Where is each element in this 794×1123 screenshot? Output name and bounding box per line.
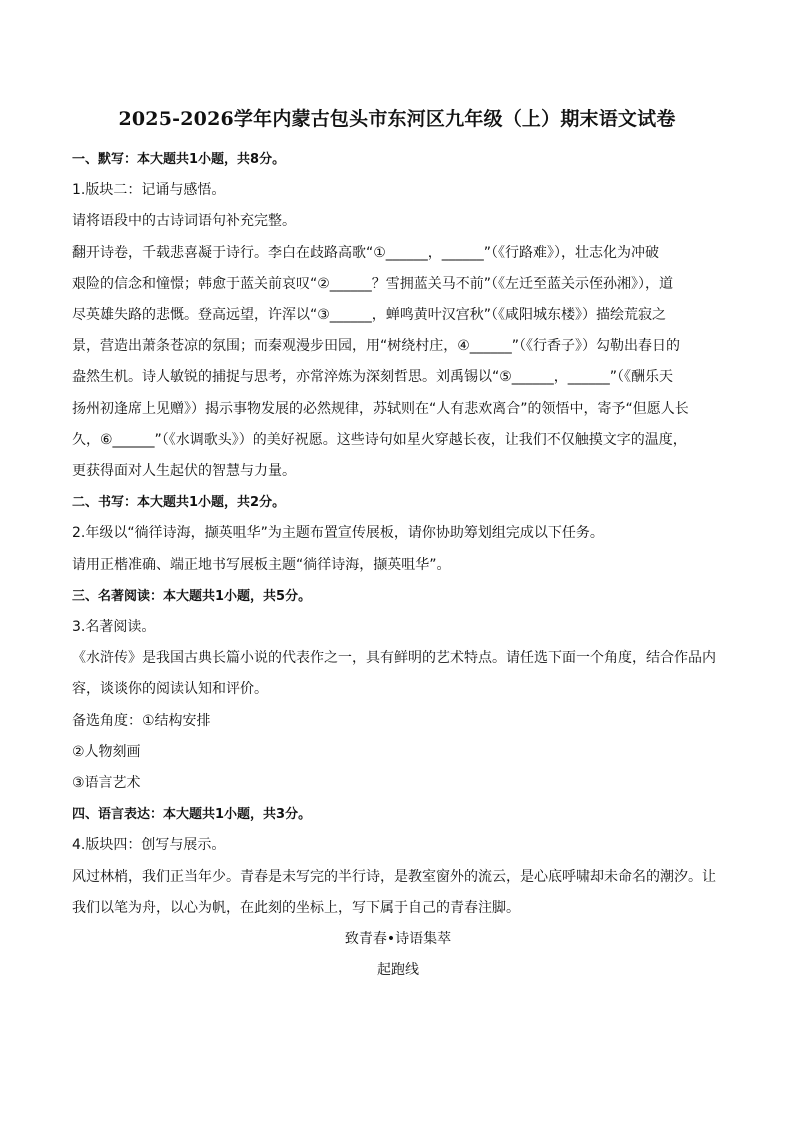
- section-4-heading: 四、语言表达：本大题共1小题，共3分。: [72, 807, 312, 823]
- passage-line: 扬州初逢席上见赠》）揭示事物发展的必然规律，苏轼则在“人有悲欢离合”的领悟中，寄予“但愿人长: [72, 400, 689, 417]
- passage-line: 艰险的信念和憧憬；韩愈于蓝关前哀叹“②______？雪拥蓝关马不前”（《左迁至蓝关示侄孙湘》），道: [72, 275, 674, 292]
- question-3-option: ③语言艺术: [72, 775, 141, 792]
- question-3-line: 容，谈谈你的阅读认知和评价。: [72, 681, 268, 698]
- exam-title: 2025-2026学年内蒙古包头市东河区九年级（上）期末语文试卷: [118, 108, 676, 130]
- question-4-line: 风过林梢，我们正当年少。青春是未写完的半行诗，是教室窗外的流云，是心底呼啸却未命名的潮汐。让: [72, 868, 716, 885]
- exam-content: [72, 144, 724, 986]
- question-1-title: 1.版块二：记诵与感悟。: [72, 182, 226, 199]
- question-3-line: 《水浒传》是我国古典长篇小说的代表作之一，具有鲜明的艺术特点。请任选下面一个角度，结合作品内: [72, 650, 716, 667]
- question-2-line: 2.年级以“徜徉诗海，撷英咀华”为主题布置宣传展板，请你协助筹划组完成以下任务。: [72, 525, 604, 542]
- passage-line: 尽英雄失路的悲慨。登高远望，许浑以“③______，蝉鸣黄叶汉宫秋”（《咸阳城东楼》）描绘荒寂之: [72, 307, 667, 324]
- passage-line: 翻开诗卷，千载悲喜凝于诗行。李白在歧路高歌“①______，______”（《行路难》），壮志化为冲破: [72, 244, 660, 261]
- poster-title: 致青春•诗语集萃: [344, 931, 452, 948]
- passage-line: 久，⑥______”（《水调歌头》）的美好祝愿。这些诗句如星火穿越长夜，让我们不仅触摸文字的温度，: [72, 431, 687, 448]
- passage-line: 景，营造出萧条苍凉的氛围；而秦观漫步田园，用“树绕村庄，④______”（《行香子》）勾勒出春日的: [72, 338, 681, 355]
- passage-line: 更获得面对人生起伏的智慧与力量。: [72, 463, 296, 480]
- question-3-option: ②人物刻画: [72, 743, 141, 760]
- question-2-line: 请用正楷准确、端正地书写展板主题“徜徉诗海，撷英咀华”。: [72, 556, 451, 573]
- question-1-instruction: 请将语段中的古诗词语句补充完整。: [72, 213, 296, 230]
- section-2-heading: 二、书写：本大题共1小题，共2分。: [72, 495, 286, 511]
- question-3-option: 备选角度：①结构安排: [72, 712, 211, 729]
- question-4-line: 4.版块四：创写与展示。: [72, 837, 226, 854]
- passage-line: 盎然生机。诗人敏锐的捕捉与思考，亦常淬炼为深刻哲思。刘禹锡以“⑤______，______”（《酬乐天: [72, 369, 674, 386]
- section-3-heading: 三、名著阅读：本大题共1小题，共5分。: [72, 588, 312, 604]
- section-1-heading: 一、默写：本大题共1小题，共8分。: [72, 152, 286, 167]
- poster-subtitle: 起跑线: [377, 962, 419, 979]
- question-3-line: 3.名著阅读。: [72, 619, 156, 636]
- question-4-line: 我们以笔为舟，以心为帆，在此刻的坐标上，写下属于自己的青春注脚。: [72, 899, 520, 916]
